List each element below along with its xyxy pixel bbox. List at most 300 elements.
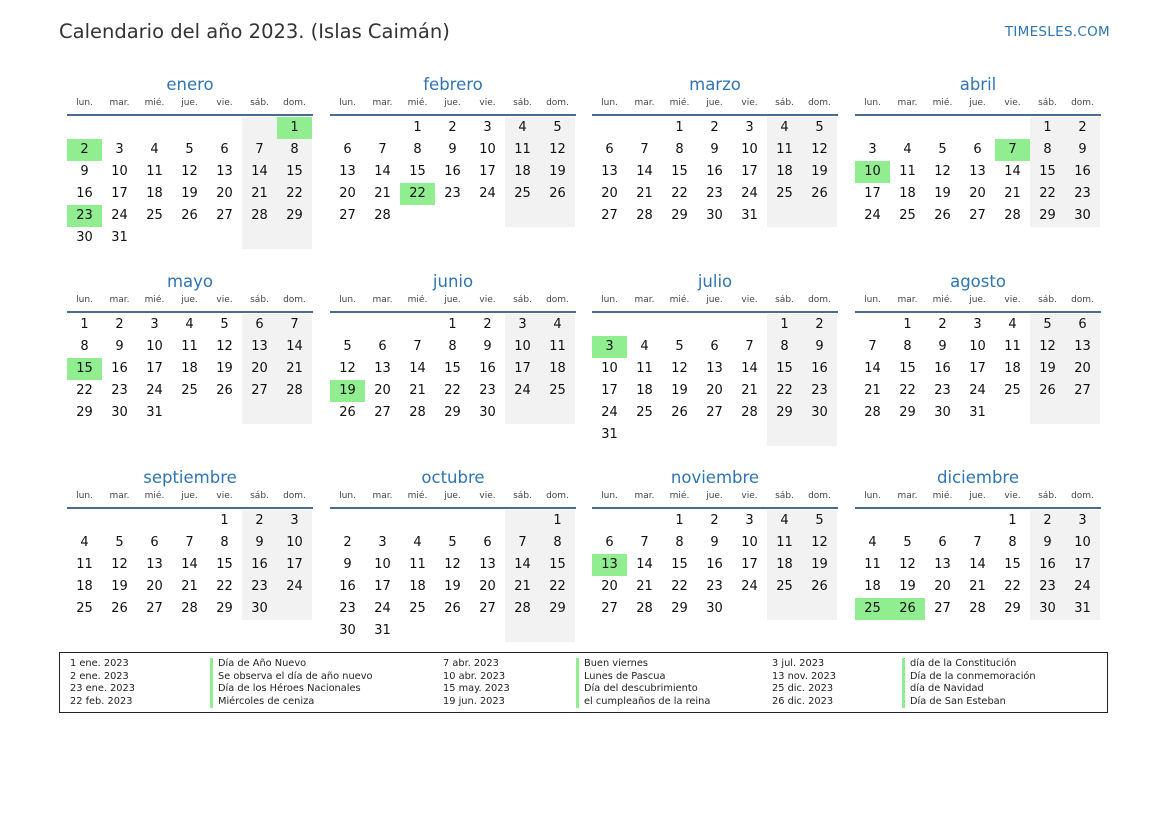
- month-name: marzo: [689, 75, 741, 94]
- weekday-label: dom.: [283, 98, 306, 108]
- day-cell: 1: [448, 317, 457, 332]
- day-cell: 23: [934, 383, 951, 398]
- weekday-label: mar.: [109, 98, 130, 108]
- day-cell: 20: [479, 579, 496, 594]
- day-cell: 15: [216, 557, 233, 572]
- day-cell: 3: [115, 142, 124, 157]
- day-cell: 16: [339, 579, 356, 594]
- weekday-label: mié.: [932, 295, 953, 305]
- day-cell: 9: [448, 142, 457, 157]
- empty-day-cell: [207, 402, 242, 424]
- legend-date: 1 ene. 2023: [70, 658, 129, 669]
- day-cell: 11: [505, 139, 540, 161]
- day-cell: 11: [409, 557, 426, 572]
- month-abril: [855, 74, 1101, 227]
- weekday-label: sáb.: [775, 98, 794, 108]
- weekday-label: mié.: [144, 295, 165, 305]
- legend-holiday-name: día de Navidad: [910, 683, 984, 695]
- legend-color-bar: [902, 658, 905, 708]
- day-cell: 16: [76, 186, 93, 201]
- day-cell: 16: [242, 554, 277, 576]
- day-cell: 1: [413, 120, 422, 135]
- day-cell: 27: [969, 208, 986, 223]
- weekday-label: jue.: [706, 491, 723, 501]
- legend-holiday-name: Miércoles de ceniza: [218, 696, 315, 708]
- empty-day-cell: [330, 314, 365, 336]
- month-name: febrero: [423, 75, 483, 94]
- day-cell: 10: [146, 339, 163, 354]
- day-cell: 19: [216, 361, 233, 376]
- day-cell: 17: [601, 383, 618, 398]
- day-cell: 13: [934, 557, 951, 572]
- day-cell: 1: [675, 120, 684, 135]
- day-cell: 24: [374, 601, 391, 616]
- day-cell: 10: [479, 142, 496, 157]
- day-cell: 30: [802, 402, 837, 424]
- day-grid: [67, 117, 313, 249]
- day-cell: 22: [216, 579, 233, 594]
- day-grid: [592, 510, 838, 620]
- day-cell: 10: [601, 361, 618, 376]
- day-cell: 11: [146, 164, 163, 179]
- day-cell: 6: [605, 142, 614, 157]
- day-cell: 23: [1065, 183, 1100, 205]
- day-cell: 27: [146, 601, 163, 616]
- empty-day-cell: [767, 598, 802, 620]
- day-cell: 14: [277, 336, 312, 358]
- day-cell: 26: [444, 601, 461, 616]
- day-cell: 31: [601, 427, 618, 442]
- day-cell: 5: [448, 535, 457, 550]
- day-cell: 22: [444, 383, 461, 398]
- day-cell: 24: [111, 208, 128, 223]
- day-cell: 30: [1030, 598, 1065, 620]
- weekday-label: dom.: [546, 295, 569, 305]
- empty-day-cell: [400, 205, 435, 227]
- empty-day-cell: [592, 510, 627, 532]
- legend-holiday-name: Buen viernes: [584, 658, 649, 669]
- day-cell: 8: [413, 142, 422, 157]
- month-name: enero: [166, 75, 214, 94]
- day-cell: 8: [1030, 139, 1065, 161]
- month-enero: [67, 74, 313, 249]
- empty-day-cell: [172, 117, 207, 139]
- day-cell: 9: [115, 339, 124, 354]
- day-cell: 17: [969, 361, 986, 376]
- day-cell: 13: [216, 164, 233, 179]
- weekday-header: [592, 293, 838, 313]
- day-cell: 11: [864, 557, 881, 572]
- weekday-label: sáb.: [250, 491, 269, 501]
- weekday-label: lun.: [76, 295, 93, 305]
- day-cell: 6: [973, 142, 982, 157]
- day-cell: 18: [767, 554, 802, 576]
- day-cell: 23: [242, 576, 277, 598]
- day-cell: 15: [671, 557, 688, 572]
- day-cell: 29: [444, 405, 461, 420]
- weekday-header: [330, 293, 576, 313]
- empty-day-cell: [802, 205, 837, 227]
- empty-day-cell: [662, 424, 697, 446]
- weekday-label: lun.: [339, 295, 356, 305]
- holiday-day-cell: 10: [855, 161, 890, 183]
- empty-day-cell: [540, 620, 575, 642]
- day-cell: 12: [181, 164, 198, 179]
- holiday-day-cell: 7: [995, 139, 1030, 161]
- day-cell: 20: [339, 186, 356, 201]
- day-cell: 26: [802, 576, 837, 598]
- weekday-label: vie.: [1004, 295, 1021, 305]
- day-cell: 12: [540, 139, 575, 161]
- empty-day-cell: [960, 117, 995, 139]
- weekday-label: sáb.: [1038, 295, 1057, 305]
- weekday-header: [592, 489, 838, 509]
- day-cell: 13: [242, 336, 277, 358]
- day-cell: 8: [675, 142, 684, 157]
- empty-day-cell: [137, 227, 172, 249]
- weekday-label: mié.: [407, 491, 428, 501]
- day-cell: 22: [1004, 579, 1021, 594]
- day-cell: 8: [903, 339, 912, 354]
- legend-holiday-name: Día de los Héroes Nacionales: [218, 683, 361, 695]
- day-cell: 5: [185, 142, 194, 157]
- empty-day-cell: [627, 424, 662, 446]
- day-cell: 27: [1065, 380, 1100, 402]
- day-cell: 4: [903, 142, 912, 157]
- day-cell: 16: [802, 358, 837, 380]
- empty-day-cell: [890, 117, 925, 139]
- day-cell: 19: [802, 161, 837, 183]
- weekday-header: [855, 293, 1101, 313]
- day-cell: 13: [374, 361, 391, 376]
- weekday-label: lun.: [864, 491, 881, 501]
- day-cell: 11: [899, 164, 916, 179]
- day-cell: 17: [505, 358, 540, 380]
- legend-date: 26 dic. 2023: [772, 696, 834, 708]
- day-cell: 1: [1030, 117, 1065, 139]
- day-cell: 25: [899, 208, 916, 223]
- day-cell: 14: [505, 554, 540, 576]
- day-cell: 14: [374, 164, 391, 179]
- day-cell: 27: [934, 601, 951, 616]
- empty-day-cell: [102, 117, 137, 139]
- empty-day-cell: [172, 402, 207, 424]
- weekday-label: vie.: [216, 491, 233, 501]
- day-cell: 7: [413, 339, 422, 354]
- legend-holiday-name: Lunes de Pascua: [584, 670, 666, 682]
- day-cell: 9: [802, 336, 837, 358]
- day-cell: 2: [1030, 510, 1065, 532]
- day-cell: 6: [242, 314, 277, 336]
- empty-day-cell: [207, 227, 242, 249]
- day-cell: 11: [540, 336, 575, 358]
- day-cell: 16: [444, 164, 461, 179]
- day-cell: 25: [540, 380, 575, 402]
- day-cell: 29: [76, 405, 93, 420]
- day-cell: 26: [934, 208, 951, 223]
- day-cell: 5: [675, 339, 684, 354]
- empty-day-cell: [802, 424, 837, 446]
- empty-day-cell: [365, 510, 400, 532]
- day-cell: 15: [767, 358, 802, 380]
- weekday-header: [330, 96, 576, 116]
- day-cell: 9: [80, 164, 89, 179]
- day-cell: 12: [934, 164, 951, 179]
- day-grid: [67, 314, 313, 424]
- day-cell: 8: [675, 535, 684, 550]
- holiday-day-cell: 15: [67, 358, 102, 380]
- legend-dates-col-3: [772, 658, 836, 709]
- day-cell: 14: [242, 161, 277, 183]
- day-grid: [855, 510, 1101, 620]
- day-cell: 9: [242, 532, 277, 554]
- day-cell: 27: [339, 208, 356, 223]
- weekday-label: sáb.: [513, 295, 532, 305]
- day-cell: 27: [601, 601, 618, 616]
- day-cell: 25: [767, 183, 802, 205]
- weekday-label: mié.: [144, 98, 165, 108]
- weekday-header: [855, 489, 1101, 509]
- day-cell: 21: [242, 183, 277, 205]
- day-cell: 28: [277, 380, 312, 402]
- empty-day-cell: [767, 205, 802, 227]
- day-cell: 3: [277, 510, 312, 532]
- day-cell: 11: [767, 532, 802, 554]
- day-cell: 15: [1004, 557, 1021, 572]
- empty-day-cell: [137, 117, 172, 139]
- empty-day-cell: [277, 598, 312, 620]
- weekday-label: dom.: [808, 491, 831, 501]
- month-name: agosto: [950, 272, 1006, 291]
- day-cell: 18: [505, 161, 540, 183]
- legend-holiday-name: Se observa el día de año nuevo: [218, 670, 373, 682]
- day-cell: 11: [181, 339, 198, 354]
- month-noviembre: [592, 467, 838, 620]
- day-cell: 8: [1008, 535, 1017, 550]
- day-cell: 6: [343, 142, 352, 157]
- empty-day-cell: [855, 510, 890, 532]
- weekday-label: mar.: [634, 295, 655, 305]
- day-cell: 9: [343, 557, 352, 572]
- weekday-label: jue.: [706, 98, 723, 108]
- empty-day-cell: [365, 117, 400, 139]
- day-cell: 27: [216, 208, 233, 223]
- weekday-label: sáb.: [775, 295, 794, 305]
- weekday-label: jue.: [181, 295, 198, 305]
- weekday-label: mar.: [372, 295, 393, 305]
- weekday-label: mar.: [372, 98, 393, 108]
- day-cell: 21: [409, 383, 426, 398]
- day-cell: 12: [444, 557, 461, 572]
- day-cell: 13: [339, 164, 356, 179]
- weekday-label: lun.: [864, 295, 881, 305]
- day-cell: 22: [1030, 183, 1065, 205]
- timesles-link[interactable]: TIMESLES.COM: [1004, 24, 1110, 40]
- day-cell: 17: [146, 361, 163, 376]
- day-cell: 28: [1004, 208, 1021, 223]
- day-cell: 30: [111, 405, 128, 420]
- day-cell: 6: [938, 535, 947, 550]
- day-cell: 9: [710, 535, 719, 550]
- day-cell: 4: [767, 117, 802, 139]
- day-cell: 25: [1004, 383, 1021, 398]
- day-cell: 26: [671, 405, 688, 420]
- day-cell: 22: [540, 576, 575, 598]
- day-cell: 14: [741, 361, 758, 376]
- day-cell: 12: [111, 557, 128, 572]
- weekday-label: lun.: [601, 491, 618, 501]
- day-cell: 8: [277, 139, 312, 161]
- weekday-label: lun.: [339, 98, 356, 108]
- empty-day-cell: [242, 402, 277, 424]
- empty-day-cell: [995, 402, 1030, 424]
- weekday-label: dom.: [283, 491, 306, 501]
- empty-day-cell: [505, 620, 540, 642]
- holiday-legend: [59, 652, 1108, 713]
- empty-day-cell: [697, 424, 732, 446]
- day-cell: 1: [767, 314, 802, 336]
- day-cell: 7: [185, 535, 194, 550]
- weekday-label: lun.: [864, 98, 881, 108]
- day-cell: 19: [934, 186, 951, 201]
- day-cell: 21: [741, 383, 758, 398]
- day-cell: 20: [242, 358, 277, 380]
- day-cell: 3: [150, 317, 159, 332]
- empty-day-cell: [802, 598, 837, 620]
- day-cell: 3: [745, 513, 754, 528]
- month-name: abril: [959, 75, 997, 94]
- legend-names-col-3: [910, 658, 1036, 709]
- day-cell: 28: [505, 598, 540, 620]
- empty-day-cell: [540, 205, 575, 227]
- day-cell: 28: [636, 208, 653, 223]
- day-cell: 10: [374, 557, 391, 572]
- day-cell: 23: [706, 186, 723, 201]
- day-cell: 10: [741, 535, 758, 550]
- month-name: noviembre: [670, 468, 760, 487]
- weekday-label: sáb.: [775, 491, 794, 501]
- day-cell: 14: [181, 557, 198, 572]
- day-cell: 24: [864, 208, 881, 223]
- day-cell: 13: [1065, 336, 1100, 358]
- month-name: junio: [432, 272, 474, 291]
- weekday-header: [67, 96, 313, 116]
- weekday-label: jue.: [444, 295, 461, 305]
- day-cell: 28: [181, 601, 198, 616]
- holiday-day-cell: 22: [400, 183, 435, 205]
- day-cell: 24: [505, 380, 540, 402]
- empty-day-cell: [540, 402, 575, 424]
- day-cell: 19: [802, 554, 837, 576]
- day-cell: 9: [1065, 139, 1100, 161]
- weekday-label: lun.: [601, 295, 618, 305]
- day-cell: 6: [1065, 314, 1100, 336]
- day-cell: 6: [483, 535, 492, 550]
- day-grid: [330, 117, 576, 227]
- day-cell: 21: [181, 579, 198, 594]
- day-cell: 2: [448, 120, 457, 135]
- day-cell: 28: [864, 405, 881, 420]
- empty-day-cell: [470, 510, 505, 532]
- day-cell: 10: [1065, 532, 1100, 554]
- day-cell: 18: [540, 358, 575, 380]
- day-cell: 20: [706, 383, 723, 398]
- weekday-label: jue.: [969, 491, 986, 501]
- weekday-header: [855, 96, 1101, 116]
- day-cell: 14: [1004, 164, 1021, 179]
- empty-day-cell: [855, 117, 890, 139]
- day-cell: 20: [1065, 358, 1100, 380]
- day-cell: 29: [540, 598, 575, 620]
- weekday-label: mar.: [634, 98, 655, 108]
- day-cell: 26: [1030, 380, 1065, 402]
- weekday-label: dom.: [1071, 491, 1094, 501]
- day-cell: 25: [181, 383, 198, 398]
- day-cell: 5: [343, 339, 352, 354]
- month-marzo: [592, 74, 838, 227]
- weekday-label: mar.: [634, 491, 655, 501]
- day-cell: 20: [601, 186, 618, 201]
- day-cell: 19: [1030, 358, 1065, 380]
- weekday-label: vie.: [479, 295, 496, 305]
- day-cell: 28: [242, 205, 277, 227]
- day-cell: 15: [444, 361, 461, 376]
- empty-day-cell: [890, 510, 925, 532]
- empty-day-cell: [732, 424, 767, 446]
- legend-names-col-1: [218, 658, 373, 709]
- day-cell: 24: [479, 186, 496, 201]
- day-cell: 17: [111, 186, 128, 201]
- legend-color-bar: [210, 658, 213, 708]
- weekday-label: mié.: [144, 491, 165, 501]
- day-cell: 10: [111, 164, 128, 179]
- empty-day-cell: [102, 510, 137, 532]
- month-febrero: [330, 74, 576, 227]
- day-cell: 15: [671, 164, 688, 179]
- empty-day-cell: [627, 314, 662, 336]
- day-cell: 4: [640, 339, 649, 354]
- day-cell: 17: [479, 164, 496, 179]
- day-cell: 29: [1004, 601, 1021, 616]
- weekday-label: vie.: [741, 295, 758, 305]
- day-cell: 30: [479, 405, 496, 420]
- day-cell: 10: [277, 532, 312, 554]
- day-cell: 28: [636, 601, 653, 616]
- weekday-label: lun.: [76, 491, 93, 501]
- weekday-label: vie.: [741, 491, 758, 501]
- weekday-label: mié.: [407, 295, 428, 305]
- day-cell: 31: [741, 208, 758, 223]
- empty-day-cell: [365, 314, 400, 336]
- day-cell: 29: [767, 402, 802, 424]
- day-cell: 21: [277, 358, 312, 380]
- day-cell: 31: [969, 405, 986, 420]
- day-cell: 14: [864, 361, 881, 376]
- day-cell: 24: [969, 383, 986, 398]
- day-cell: 23: [1030, 576, 1065, 598]
- weekday-label: dom.: [546, 98, 569, 108]
- month-diciembre: [855, 467, 1101, 620]
- holiday-day-cell: 2: [67, 139, 102, 161]
- legend-date: 15 may. 2023: [443, 683, 510, 695]
- day-cell: 30: [242, 598, 277, 620]
- day-cell: 5: [220, 317, 229, 332]
- weekday-label: dom.: [283, 295, 306, 305]
- day-cell: 23: [111, 383, 128, 398]
- weekday-label: sáb.: [1038, 491, 1057, 501]
- day-cell: 1: [80, 317, 89, 332]
- day-cell: 30: [1065, 205, 1100, 227]
